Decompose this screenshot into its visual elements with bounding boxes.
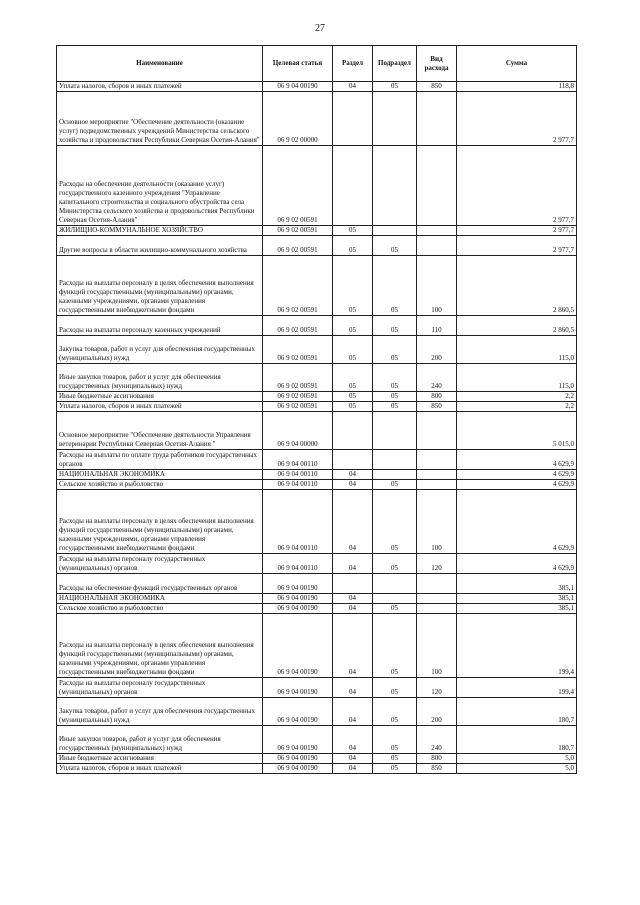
row-amount: 385,1 xyxy=(457,604,577,614)
row-section: 04 xyxy=(333,490,373,554)
row-subsection: 05 xyxy=(373,490,417,554)
row-code: 06 9 02 00591 xyxy=(263,364,333,392)
table-row xyxy=(57,450,577,470)
row-section xyxy=(333,450,373,470)
table-row xyxy=(57,480,577,490)
row-name: Расходы на выплаты персоналу государственных (муниципальных) органов xyxy=(57,554,263,574)
row-exp-type: 120 xyxy=(417,678,457,698)
row-exp-type xyxy=(417,92,457,146)
row-code: 06 9 02 00591 xyxy=(263,236,333,256)
row-name: Иные бюджетные ассигнования xyxy=(57,754,263,764)
row-exp-type xyxy=(417,470,457,480)
row-code: 06 9 02 00000 xyxy=(263,92,333,146)
row-amount: 4 629,9 xyxy=(457,470,577,480)
row-name: Уплата налогов, сборов и иных платежей xyxy=(57,82,263,92)
row-section: 04 xyxy=(333,554,373,574)
row-name: НАЦИОНАЛЬНАЯ ЭКОНОМИКА xyxy=(57,470,263,480)
row-name: Расходы на выплаты персоналу казенных учреждений xyxy=(57,316,263,336)
table-row xyxy=(57,412,577,450)
row-subsection: 05 xyxy=(373,754,417,764)
row-exp-type xyxy=(417,604,457,614)
row-section: 04 xyxy=(333,698,373,726)
row-amount: 115,0 xyxy=(457,364,577,392)
row-amount: 199,4 xyxy=(457,678,577,698)
row-section: 05 xyxy=(333,336,373,364)
row-subsection: 05 xyxy=(373,726,417,754)
row-section xyxy=(333,574,373,594)
table-row xyxy=(57,574,577,594)
row-subsection: 05 xyxy=(373,364,417,392)
row-section: 04 xyxy=(333,726,373,754)
row-subsection xyxy=(373,470,417,480)
row-code: 06 9 04 00190 xyxy=(263,678,333,698)
row-subsection: 05 xyxy=(373,336,417,364)
row-name: Уплата налогов, сборов и иных платежей xyxy=(57,402,263,412)
row-code: 06 9 02 00591 xyxy=(263,402,333,412)
row-code: 06 9 04 00190 xyxy=(263,604,333,614)
table-row xyxy=(57,554,577,574)
row-section xyxy=(333,146,373,226)
row-name: Расходы на выплаты персоналу государственных (муниципальных) органов xyxy=(57,678,263,698)
row-section: 04 xyxy=(333,764,373,774)
row-section: 04 xyxy=(333,678,373,698)
table-row xyxy=(57,92,577,146)
row-subsection: 05 xyxy=(373,402,417,412)
table-row xyxy=(57,614,577,678)
row-amount: 118,8 xyxy=(457,82,577,92)
row-amount: 2 977,7 xyxy=(457,226,577,236)
row-amount: 2 860,5 xyxy=(457,316,577,336)
row-section: 05 xyxy=(333,226,373,236)
row-amount: 4 629,9 xyxy=(457,490,577,554)
row-exp-type: 800 xyxy=(417,754,457,764)
row-name: Иные закупки товаров, работ и услуг для обеспечения государственных (муниципальных) нужд xyxy=(57,364,263,392)
row-amount: 2 977,7 xyxy=(457,146,577,226)
row-section: 05 xyxy=(333,316,373,336)
page-number: 27 xyxy=(315,23,325,34)
row-exp-type xyxy=(417,412,457,450)
row-code: 06 9 04 00110 xyxy=(263,470,333,480)
row-subsection xyxy=(373,594,417,604)
row-name: Уплата налогов, сборов и иных платежей xyxy=(57,764,263,774)
row-name: Основное мероприятие "Обеспечение деятельности (оказание услуг) подведомственных учреждений Министерства сельского хозяйства и продовольствия Республики Северная Осетия-Алания" xyxy=(57,92,263,146)
row-exp-type xyxy=(417,146,457,226)
row-subsection xyxy=(373,226,417,236)
row-exp-type: 100 xyxy=(417,256,457,316)
row-amount: 2,2 xyxy=(457,392,577,402)
row-name: Закупка товаров, работ и услуг для обеспечения государственных (муниципальных) нужд xyxy=(57,336,263,364)
row-amount: 385,1 xyxy=(457,594,577,604)
row-name: Расходы на обеспечение деятельности (оказание услуг) государственного казенного учреждения "Управление капитального строительства и социального обустройства села Министерства сельского хозяйства и продовольствия Республики Северная Осетия-Алания" xyxy=(57,146,263,226)
table-row xyxy=(57,364,577,392)
row-section: 05 xyxy=(333,402,373,412)
row-code: 06 9 04 00190 xyxy=(263,764,333,774)
row-amount: 2,2 xyxy=(457,402,577,412)
header-amount: Сумма xyxy=(457,46,577,82)
row-exp-type: 850 xyxy=(417,82,457,92)
row-section: 05 xyxy=(333,364,373,392)
row-exp-type: 240 xyxy=(417,726,457,754)
row-exp-type xyxy=(417,480,457,490)
row-name: Основное мероприятие "Обеспечение деятельности Управления ветеринарии Республики Северная Осетия-Алания " xyxy=(57,412,263,450)
row-name: НАЦИОНАЛЬНАЯ ЭКОНОМИКА xyxy=(57,594,263,604)
row-section: 05 xyxy=(333,392,373,402)
table-row xyxy=(57,236,577,256)
row-amount: 115,0 xyxy=(457,336,577,364)
table-row xyxy=(57,726,577,754)
row-subsection: 05 xyxy=(373,678,417,698)
row-exp-type: 240 xyxy=(417,364,457,392)
row-section: 04 xyxy=(333,754,373,764)
row-exp-type: 200 xyxy=(417,698,457,726)
header-row xyxy=(57,46,577,82)
row-name: ЖИЛИЩНО-КОММУНАЛЬНОЕ ХОЗЯЙСТВО xyxy=(57,226,263,236)
budget-table xyxy=(56,45,577,774)
table-row xyxy=(57,82,577,92)
table-row xyxy=(57,470,577,480)
table-row xyxy=(57,698,577,726)
row-section: 04 xyxy=(333,604,373,614)
table-row xyxy=(57,678,577,698)
row-section: 04 xyxy=(333,594,373,604)
row-exp-type: 120 xyxy=(417,554,457,574)
row-code: 06 9 02 00591 xyxy=(263,336,333,364)
row-code: 06 9 04 00190 xyxy=(263,698,333,726)
row-subsection: 05 xyxy=(373,554,417,574)
row-subsection: 05 xyxy=(373,614,417,678)
table-row xyxy=(57,146,577,226)
row-code: 06 9 04 00190 xyxy=(263,726,333,754)
row-name: Закупка товаров, работ и услуг для обеспечения государственных (муниципальных) нужд xyxy=(57,698,263,726)
row-name: Расходы на обеспечение функций государственных органов xyxy=(57,574,263,594)
row-exp-type: 850 xyxy=(417,764,457,774)
row-amount: 180,7 xyxy=(457,698,577,726)
row-exp-type xyxy=(417,594,457,604)
table-row xyxy=(57,604,577,614)
row-name: Другие вопросы в области жилищно-коммунального хозяйства xyxy=(57,236,263,256)
header-subsection: Подраздел xyxy=(373,46,417,82)
row-exp-type: 850 xyxy=(417,402,457,412)
table-row xyxy=(57,392,577,402)
row-subsection xyxy=(373,412,417,450)
table-row xyxy=(57,256,577,316)
row-section: 04 xyxy=(333,480,373,490)
row-subsection xyxy=(373,92,417,146)
row-amount: 4 629,9 xyxy=(457,480,577,490)
row-code: 06 9 04 00110 xyxy=(263,554,333,574)
row-amount: 2 860,5 xyxy=(457,256,577,316)
row-code: 06 9 02 00591 xyxy=(263,226,333,236)
row-code: 06 9 02 00591 xyxy=(263,146,333,226)
row-subsection: 05 xyxy=(373,82,417,92)
row-name: Сельское хозяйство и рыболовство xyxy=(57,604,263,614)
row-subsection: 05 xyxy=(373,480,417,490)
row-exp-type: 110 xyxy=(417,316,457,336)
row-subsection: 05 xyxy=(373,604,417,614)
row-code: 06 9 04 00110 xyxy=(263,450,333,470)
row-amount: 4 629,9 xyxy=(457,554,577,574)
row-name: Иные бюджетные ассигнования xyxy=(57,392,263,402)
header-code: Целевая статья xyxy=(263,46,333,82)
row-exp-type: 100 xyxy=(417,614,457,678)
table-row xyxy=(57,402,577,412)
row-amount: 2 977,7 xyxy=(457,236,577,256)
row-name: Расходы на выплаты персоналу в целях обеспечения выполнения функций государственными (муниципальными) органами, казенными учреждениями, органами управления государственными внебюджетными фондами xyxy=(57,614,263,678)
row-code: 06 9 04 00190 xyxy=(263,574,333,594)
header-section: Раздел xyxy=(333,46,373,82)
row-exp-type: 200 xyxy=(417,336,457,364)
row-code: 06 9 04 00000 xyxy=(263,412,333,450)
table-row xyxy=(57,336,577,364)
header-name: Наименование xyxy=(57,46,263,82)
table-row xyxy=(57,594,577,604)
row-name: Сельское хозяйство и рыболовство xyxy=(57,480,263,490)
table-row xyxy=(57,764,577,774)
table-row xyxy=(57,316,577,336)
row-amount: 385,1 xyxy=(457,574,577,594)
row-exp-type xyxy=(417,236,457,256)
row-subsection: 05 xyxy=(373,698,417,726)
row-code: 06 9 02 00591 xyxy=(263,392,333,402)
row-subsection xyxy=(373,146,417,226)
row-section: 04 xyxy=(333,82,373,92)
row-amount: 180,7 xyxy=(457,726,577,754)
row-subsection: 05 xyxy=(373,256,417,316)
row-subsection: 05 xyxy=(373,764,417,774)
row-code: 06 9 02 00591 xyxy=(263,316,333,336)
table-row xyxy=(57,490,577,554)
row-code: 06 9 04 00110 xyxy=(263,480,333,490)
row-code: 06 9 02 00591 xyxy=(263,256,333,316)
row-section: 04 xyxy=(333,614,373,678)
row-section: 05 xyxy=(333,236,373,256)
row-subsection: 05 xyxy=(373,316,417,336)
row-exp-type xyxy=(417,226,457,236)
row-amount: 5,0 xyxy=(457,754,577,764)
row-amount: 199,4 xyxy=(457,614,577,678)
row-subsection: 05 xyxy=(373,392,417,402)
table-row xyxy=(57,754,577,764)
row-name: Расходы на выплаты персоналу в целях обеспечения выполнения функций государственными (муниципальными) органами, казенными учреждениями, органами управления государственными внебюджетными фондами xyxy=(57,490,263,554)
header-exp-type: Вид расхода xyxy=(417,46,457,82)
row-code: 06 9 04 00190 xyxy=(263,614,333,678)
row-section: 04 xyxy=(333,470,373,480)
row-amount: 5,0 xyxy=(457,764,577,774)
row-name: Расходы на выплаты персоналу в целях обеспечения выполнения функций государственными (муниципальными) органами, казенными учреждениями, органами управления государственными внебюджетными фондами xyxy=(57,256,263,316)
row-amount: 4 629,9 xyxy=(457,450,577,470)
row-exp-type: 100 xyxy=(417,490,457,554)
row-code: 06 9 04 00190 xyxy=(263,82,333,92)
row-code: 06 9 04 00190 xyxy=(263,754,333,764)
row-code: 06 9 04 00190 xyxy=(263,594,333,604)
table-row xyxy=(57,226,577,236)
row-subsection xyxy=(373,574,417,594)
row-exp-type: 800 xyxy=(417,392,457,402)
row-exp-type xyxy=(417,450,457,470)
row-amount: 5 015,0 xyxy=(457,412,577,450)
row-subsection: 05 xyxy=(373,236,417,256)
row-amount: 2 977,7 xyxy=(457,92,577,146)
row-name: Расходы на выплаты по оплате труда работников государственных органов xyxy=(57,450,263,470)
row-section xyxy=(333,92,373,146)
row-code: 06 9 04 00110 xyxy=(263,490,333,554)
row-section xyxy=(333,412,373,450)
row-name: Иные закупки товаров, работ и услуг для обеспечения государственных (муниципальных) нужд xyxy=(57,726,263,754)
row-section: 05 xyxy=(333,256,373,316)
row-subsection xyxy=(373,450,417,470)
row-exp-type xyxy=(417,574,457,594)
